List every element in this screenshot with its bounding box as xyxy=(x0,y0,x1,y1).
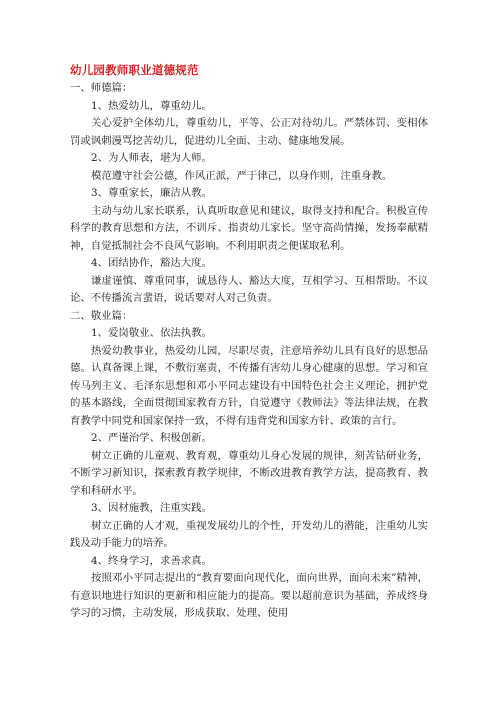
document-page xyxy=(70,62,428,623)
subheading: 4、终身学习，求善求真。 xyxy=(91,554,212,567)
section-heading-dedication: 二、敬业篇： xyxy=(70,309,133,322)
subheading: 2、严谨治学、积极创新。 xyxy=(91,432,212,444)
paragraph: 主动与幼儿家长联系，认真听取意见和建议，取得支持和配合。积极宣传科学的教育思想和方法，不训斥、指责幼儿家长。坚守高尚情操，发扬奉献精神，自觉抵制社会不良风气影响。不利用职责之便谋取私利。 xyxy=(70,204,428,252)
paragraph: 谦虚谨慎、尊重同事，诚恳待人、豁达大度，互相学习、互相帮助。不议论、不传播流言蜚语，说话要对人对己负责。 xyxy=(70,274,428,304)
paragraph: 热爱幼教事业，热爱幼儿园，尽职尽责，注意培养幼儿具有良好的思想品德。认真备课上课，不敷衍塞责，不传播有害幼儿身心健康的思想。学习和宣传马列主义、毛泽东思想和邓小平同志建设有中国特色社会主义理论，拥护党的基本路线，全面贯彻国家教育方针，自觉遵守《教师法》等法律法规，在教育教学中同党和国家保持一致，不得有违背党和国家方针、政策的言行。 xyxy=(70,344,428,427)
subheading: 1、热爱幼儿，尊重幼儿。 xyxy=(91,99,212,112)
subheading: 4、团结协作，豁达大度。 xyxy=(91,257,212,269)
document-title: 幼儿园教师职业道德规范 xyxy=(70,63,199,77)
paragraph: 树立正确的儿童观、教育观，尊重幼儿身心发展的规律，刻苦钻研业务，不断学习新知识，探索教育教学规律，不断改进教育教学方法，提高教育、教学和科研水平。 xyxy=(70,449,428,497)
subheading: 3、尊重家长，廉洁从教。 xyxy=(91,187,212,199)
paragraph: 树立正确的人才观，重视发展幼儿的个性，开发幼儿的潜能，注重幼儿实践及动手能力的培养。 xyxy=(70,519,428,549)
paragraph: 模范遵守社会公德，作风正派，严于律己，以身作则，注重身教。 xyxy=(91,169,393,182)
subheading: 3、因材施教，注重实践。 xyxy=(91,502,212,514)
paragraph: 按照邓小平同志提出的“教育要面向现代化，面向世界，面向未来”精神，有意识地进行知识的更新和相应能力的提高。要以超前意识为基础，养成终身学习的习惯，主动发展，形成获取、处理、使用 xyxy=(70,572,428,619)
subheading: 2、为人师表，堪为人师。 xyxy=(91,152,212,164)
paragraph: 关心爱护全体幼儿，尊重幼儿，平等、公正对待幼儿。严禁体罚、变相体罚或讽刺漫骂挖苦幼儿，促进幼儿全面、主动、健康地发展。 xyxy=(70,117,428,147)
section-heading-ethics: 一、师德篇： xyxy=(70,82,133,94)
subheading: 1、爱岗敬业、依法执教。 xyxy=(91,327,212,339)
